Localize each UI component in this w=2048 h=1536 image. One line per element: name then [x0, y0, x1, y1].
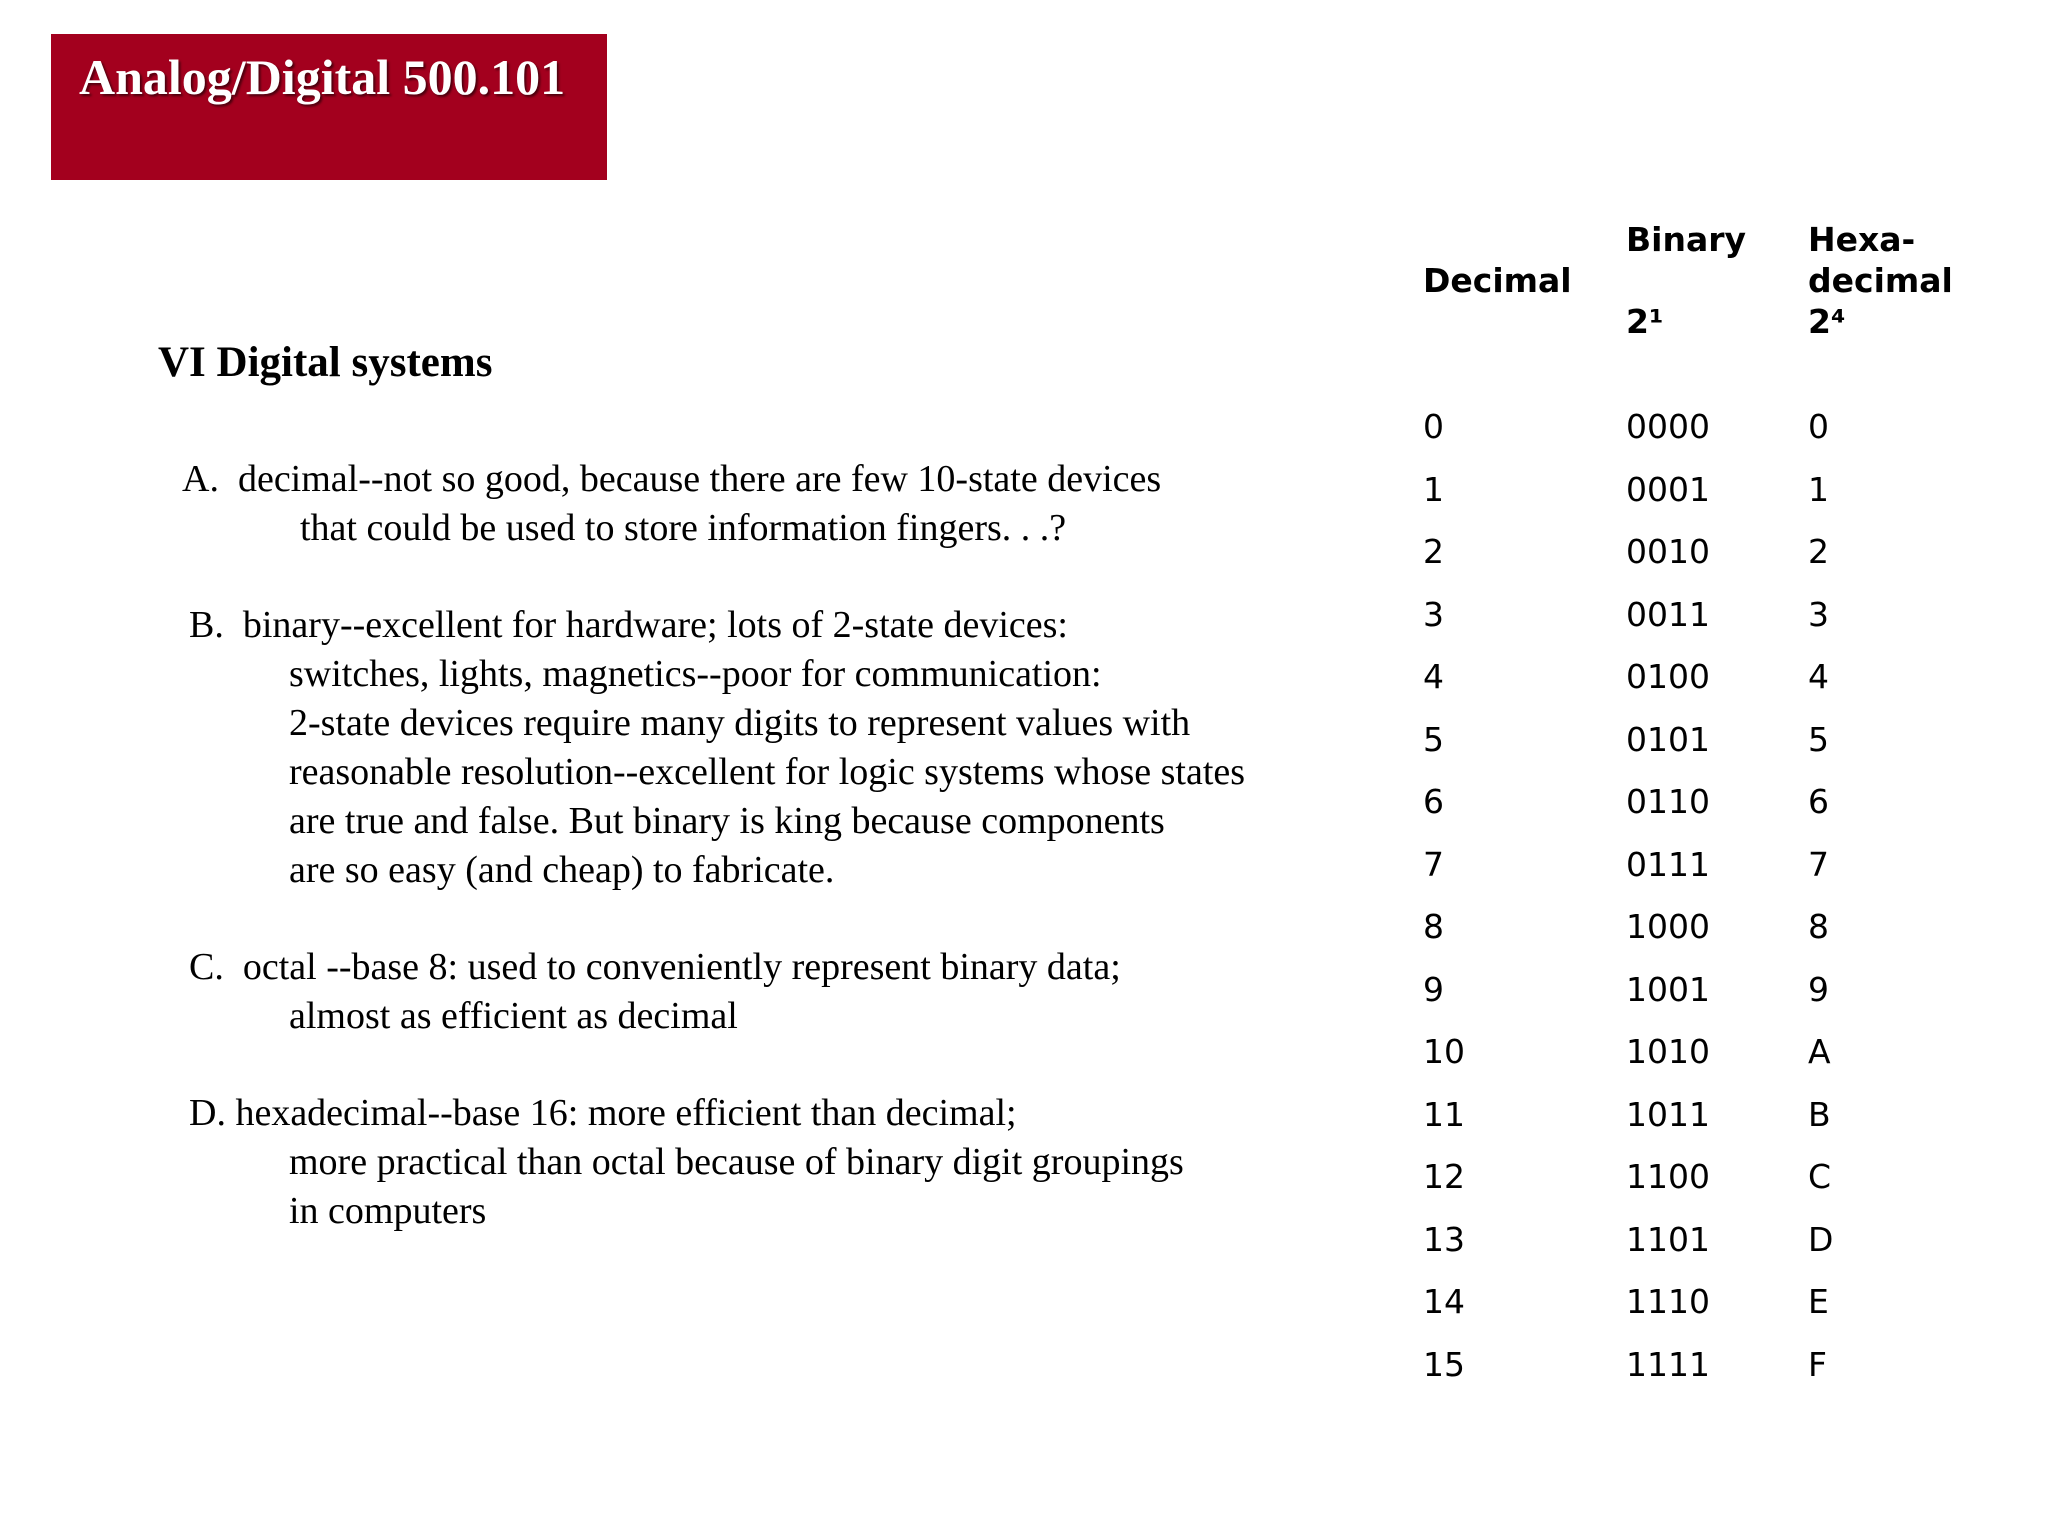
title-banner: [51, 34, 607, 180]
outline-item-text: hexadecimal--base 16: more efficient than decimal;: [235, 1092, 1017, 1134]
outline-item-text: are so easy (and cheap) to fabricate.: [289, 849, 835, 891]
outline-item-text: octal --base 8: used to conveniently represent binary data;: [242, 946, 1121, 988]
outline-item-label: C.: [189, 946, 224, 988]
table-header-binary: Binary: [1626, 220, 1747, 259]
page-title: Analog/Digital 500.101: [79, 49, 566, 105]
table-cell-hex: 6: [1808, 782, 1829, 821]
table-cell-binary: 1101: [1626, 1219, 1710, 1259]
table-cell-binary: 0110: [1626, 782, 1710, 821]
table-cell-decimal: 2: [1423, 532, 1444, 571]
table-cell-decimal: 3: [1423, 594, 1444, 634]
table-cell-decimal: 14: [1423, 1282, 1465, 1321]
table-cell-binary: 1001: [1626, 969, 1710, 1009]
outline-item-text: are true and false. But binary is king because components: [289, 800, 1165, 842]
table-cell-decimal: 9: [1423, 969, 1444, 1009]
table-cell-hex: F: [1808, 1344, 1827, 1384]
table-cell-binary: 0100: [1626, 657, 1710, 696]
table-cell-binary: 0000: [1626, 407, 1710, 446]
table-cell-decimal: 0: [1423, 407, 1444, 446]
table-cell-binary: 0001: [1626, 469, 1710, 509]
table-cell-decimal: 1: [1423, 469, 1444, 509]
table-cell-decimal: 8: [1423, 907, 1444, 946]
table-cell-binary: 0111: [1626, 844, 1710, 884]
outline-item-line: [189, 943, 1121, 992]
table-cell-hex: 4: [1808, 657, 1829, 696]
table-cell-binary: 1111: [1626, 1344, 1710, 1384]
table-cell-hex: B: [1808, 1094, 1831, 1134]
outline-item-text: almost as efficient as decimal: [289, 995, 738, 1037]
table-cell-decimal: 15: [1423, 1344, 1465, 1384]
outline-item-c: [189, 943, 1121, 1041]
table-cell-decimal: 4: [1423, 657, 1444, 696]
outline-item-text: that could be used to store information fingers. . .?: [300, 507, 1067, 549]
outline-item-label: B.: [189, 604, 224, 646]
table-header-hex-line2: decimal: [1808, 261, 1953, 300]
table-cell-hex: 2: [1808, 532, 1829, 571]
table-cell-decimal: 11: [1423, 1094, 1465, 1134]
table-cell-binary: 1110: [1626, 1282, 1710, 1321]
outline-item-d: [189, 1089, 1184, 1236]
outline-item-b: [189, 601, 1245, 895]
table-cell-hex: E: [1808, 1282, 1829, 1321]
outline-item-text: 2-state devices require many digits to represent values with: [289, 702, 1191, 744]
outline-item-text: in computers: [289, 1190, 487, 1232]
table-cell-hex: D: [1808, 1219, 1834, 1259]
table-cell-binary: 1011: [1626, 1094, 1710, 1134]
table-cell-hex: 8: [1808, 907, 1829, 946]
table-header-hex-line1: Hexa-: [1808, 220, 1916, 259]
table-cell-hex: 9: [1808, 969, 1829, 1009]
table-cell-decimal: 12: [1423, 1157, 1465, 1196]
table-cell-hex: 1: [1808, 469, 1829, 509]
table-header-decimal: Decimal: [1423, 261, 1572, 300]
outline-item-text: binary--excellent for hardware; lots of 2-state devices:: [242, 604, 1068, 646]
table-cell-decimal: 7: [1423, 844, 1444, 884]
section-heading: VI Digital systems: [158, 339, 493, 386]
table-cell-binary: 0010: [1626, 532, 1710, 571]
table-cell-decimal: 10: [1423, 1032, 1465, 1071]
table-cell-hex: A: [1808, 1032, 1831, 1071]
table-cell-decimal: 13: [1423, 1219, 1465, 1259]
table-cell-binary: 1000: [1626, 907, 1710, 946]
outline-item-line: [189, 601, 1245, 650]
table-header-binary-base: 2¹: [1626, 302, 1664, 341]
table-cell-binary: 0011: [1626, 594, 1710, 634]
table-cell-binary: 1100: [1626, 1157, 1710, 1196]
table-cell-binary: 1010: [1626, 1032, 1710, 1071]
table-cell-hex: 0: [1808, 407, 1829, 446]
table-cell-hex: 5: [1808, 719, 1829, 759]
table-cell-hex: 7: [1808, 844, 1829, 884]
outline-item-line: [189, 1089, 1184, 1138]
outline-item-text: switches, lights, magnetics--poor for communication:: [289, 653, 1102, 695]
table-header-hex-base: 2⁴: [1808, 302, 1846, 341]
table-cell-decimal: 6: [1423, 782, 1444, 821]
outline-item-label: D.: [189, 1092, 226, 1134]
table-cell-decimal: 5: [1423, 719, 1444, 759]
outline-item-text: decimal--not so good, because there are few 10-state devices: [237, 458, 1162, 500]
outline-item-text: reasonable resolution--excellent for logic systems whose states: [289, 751, 1246, 793]
table-cell-binary: 0101: [1626, 719, 1710, 759]
outline-item-a: [182, 455, 1161, 553]
table-cell-hex: C: [1808, 1157, 1832, 1196]
outline-item-line: [182, 455, 1161, 504]
outline-item-label: A.: [182, 458, 219, 500]
outline-item-text: more practical than octal because of binary digit groupings: [289, 1141, 1184, 1183]
table-cell-hex: 3: [1808, 594, 1829, 634]
